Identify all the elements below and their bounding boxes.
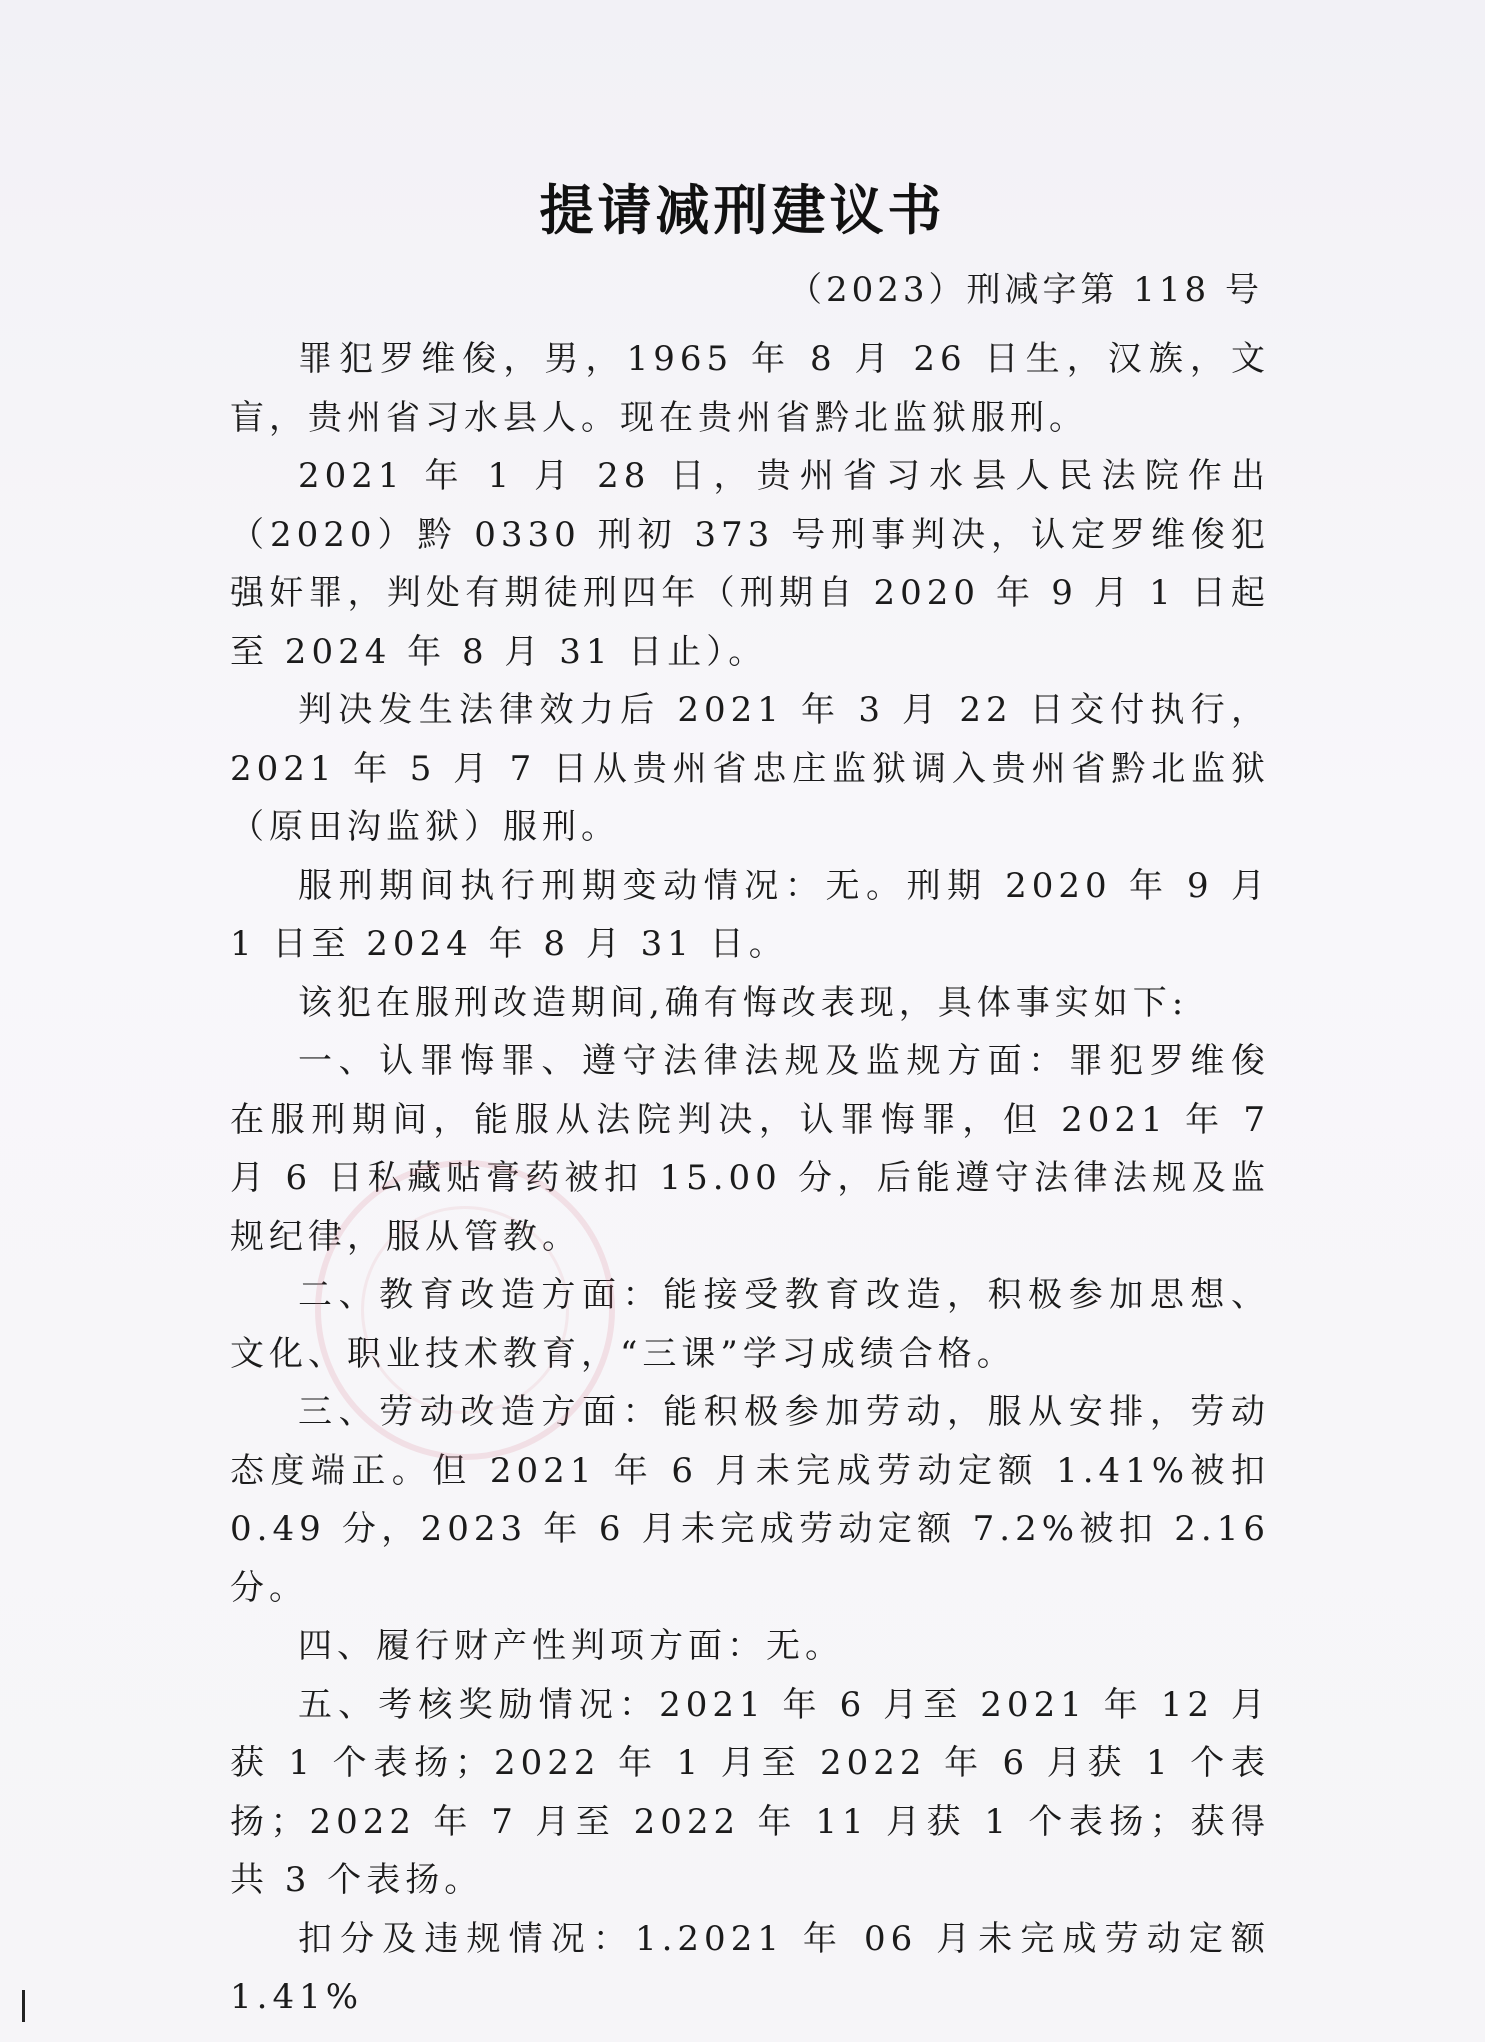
paragraph-rewards: 五、考核奖励情况：2021 年 6 月至 2021 年 12 月获 1 个表扬；2022 年 1 月至 2022 年 6 月获 1 个表扬；2022 年 7 月至 2022 年 11 月获 1 个表扬；获得共 3 个表扬。 [230,1684,1270,1900]
paragraph-repentance-intro: 该犯在服刑改造期间,确有悔改表现，具体事实如下: [298,982,1189,1023]
document-body [230,330,1270,2027]
paragraph-labor: 三、劳动改造方面：能积极参加劳动，服从安排，劳动态度端正。但 2021 年 6 月未完成劳动定额 1.41%被扣 0.49 分，2023 年 6 月未完成劳动定额 7.2%被扣 2.16 分。 [230,1392,1270,1608]
scan-edge-mark [22,1990,25,2022]
paragraph-law-compliance: 一、认罪悔罪、遵守法律法规及监规方面：罪犯罗维俊在服刑期间，能服从法院判决，认罪悔罪，但 2021 年 7 月 6 日私藏贴膏药被扣 15.00 分，后能遵守法律法规及监规纪律，服从管教。 [230,1041,1270,1257]
paragraph-deductions: 扣分及违规情况：1.2021 年 06 月未完成劳动定额 1.41% [230,1918,1270,2017]
paragraph-education: 二、教育改造方面：能接受教育改造，积极参加思想、文化、职业技术教育，“三课”学习成绩合格。 [230,1275,1270,1374]
paragraph-property: 四、履行财产性判项方面：无。 [298,1626,844,1666]
document-title: 提请减刑建议书 [539,179,946,242]
paragraph-judgment: 2021 年 1 月 28 日，贵州省习水县人民法院作出（2020）黔 0330 刑初 373 号刑事判决，认定罗维俊犯强奸罪，判处有期徒刑四年（刑期自 2020 年 9 月 1 日起至 2024 年 8 月 31 日止）。 [230,456,1270,672]
paragraph-sentence-change: 服刑期间执行刑期变动情况：无。刑期 2020 年 9 月 1 日至 2024 年 8 月 31 日。 [230,865,1270,964]
paragraph-execution: 判决发生法律效力后 2021 年 3 月 22 日交付执行，2021 年 5 月 7 日从贵州省忠庄监狱调入贵州省黔北监狱（原田沟监狱）服刑。 [230,690,1270,847]
paragraph-offender-info: 罪犯罗维俊，男，1965 年 8 月 26 日生，汉族，文盲，贵州省习水县人。现在贵州省黔北监狱服刑。 [230,339,1270,438]
document-number: （2023）刑减字第 118 号 [787,270,1263,310]
